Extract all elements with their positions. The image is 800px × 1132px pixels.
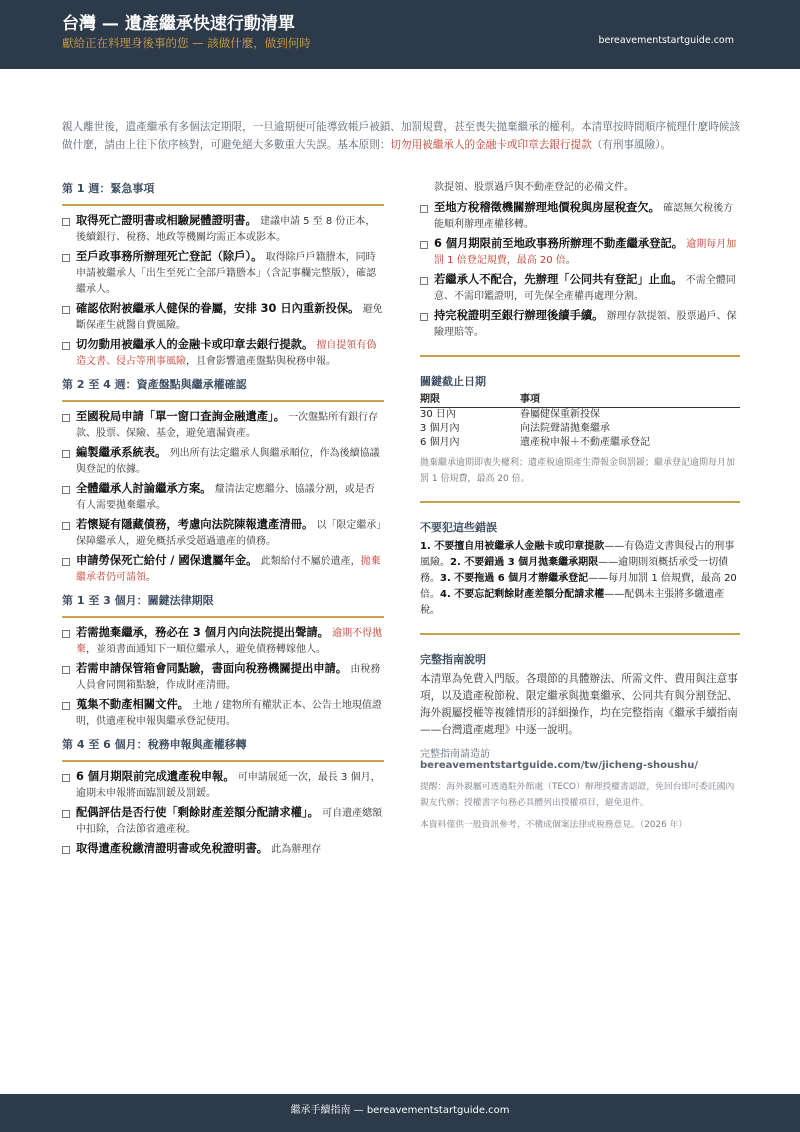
right-checklist <box>420 200 740 341</box>
item-detail: 土地 / 建物所有權狀正本、公告土地現值證明，供遺產稅申報與繼承登記使用。 <box>76 700 382 727</box>
checklist-item[interactable] <box>62 301 384 334</box>
checkbox-icon[interactable] <box>62 486 70 494</box>
checklist-item[interactable] <box>62 409 384 442</box>
item-title: 取得死亡證明書或相驗屍體證明書。 <box>76 214 257 227</box>
intro-tail: （有刑事風險）。 <box>591 139 672 151</box>
checkbox-icon[interactable] <box>62 342 70 350</box>
divider <box>420 633 740 635</box>
header-bar <box>0 0 800 69</box>
checklist-item[interactable] <box>62 553 384 586</box>
item-detail: 可自遺產總額中扣除，合法節省遺產稅。 <box>76 808 383 835</box>
item-title: 編製繼承系統表。 <box>76 446 167 459</box>
deadline-period: 3 個月內 <box>420 423 460 434</box>
item-detail-tail: 。 <box>146 572 156 583</box>
item-warning: 逾期每月加罰 1 倍登記規費，最高 20 倍 <box>434 239 737 266</box>
checkbox-icon[interactable] <box>62 702 70 710</box>
checkbox-icon[interactable] <box>62 450 70 458</box>
checkbox-icon[interactable] <box>62 666 70 674</box>
checklist-item[interactable] <box>62 249 384 298</box>
item-detail-tail: 。 <box>565 255 576 266</box>
item-title: 確認依附被繼承人健保的眷屬，安排 30 日內重新投保。 <box>76 302 360 315</box>
checkbox-icon[interactable] <box>62 414 70 422</box>
item-title: 6 個月期限前完成遺產稅申報。 <box>76 770 235 783</box>
checklist-item[interactable] <box>62 769 384 802</box>
disclaimer: 本資料僅供一般資訊參考，不構成個案法律或稅務意見。（2026 年） <box>420 820 688 830</box>
checklist-item[interactable] <box>62 445 384 478</box>
item-title: 若繼承人不配合，先辦理「公同共有登記」止血。 <box>434 273 683 286</box>
checkbox-icon[interactable] <box>420 241 428 249</box>
item-detail: 由稅務人員會同開箱點驗，作成財產清冊。 <box>76 664 381 691</box>
item-title: 若懷疑有隱藏債務，考慮向法院陳報遺產清冊。 <box>76 518 314 531</box>
deadlines-note: 拋棄繼承逾期即喪失權利；遺產稅逾期產生滯報金與罰鍰；繼承登記逾期每月加罰 1 倍規費，最高 20 倍。 <box>420 458 736 484</box>
item-detail: 釐清法定應繼分、協議分割，或是否有人需要拋棄繼承。 <box>76 484 375 511</box>
guide-tip: 提醒：海外親屬可透過駐外館處（TECO）辦理授權書認證，免回台即可委託國內親友代辦；授權書字句務必具體列出授權項目，避免退件。 <box>420 782 735 808</box>
checkbox-icon[interactable] <box>420 205 428 213</box>
item-title: 全體繼承人討論繼承方案。 <box>76 482 212 495</box>
divider <box>420 501 740 503</box>
checkbox-icon[interactable] <box>62 630 70 638</box>
checklist-item[interactable] <box>62 661 384 694</box>
checkbox-icon[interactable] <box>62 522 70 530</box>
guide-text: 本清單為免費入門版。各環節的具體辦法、所需文件、費用與注意事項，以及遺產稅節稅、限定繼承與拋棄繼承、公同共有與分割登記、海外親屬授權等複雜情形的詳細操作，均在完整指南《繼承手續指南——台灣遺產處理》中逐一說明。 <box>420 673 738 736</box>
mistake-1: 1. 不要擅自用被繼承人金融卡或印章提款 <box>420 541 605 552</box>
item-warning: 逾期不得拋棄 <box>76 628 383 655</box>
item-detail: 辦理存款提領、股票過戶、保險理賠等。 <box>434 311 737 338</box>
table-row <box>420 422 740 436</box>
checklist-item[interactable] <box>420 308 740 341</box>
mistakes-title: 不要犯這些錯誤 <box>420 521 497 534</box>
checkbox-icon[interactable] <box>62 254 70 262</box>
mistake-2-detail: ——逾期則須概括承受一切債務。 <box>420 557 729 584</box>
deadline-item: 眷屬健保重新投保 <box>520 409 600 420</box>
item-title: 申請勞保死亡給付 / 國保遺屬年金。 <box>76 554 258 567</box>
mistake-4: 4. 不要忘記剩餘財產差額分配請求權 <box>440 589 605 600</box>
checklist-item[interactable] <box>62 841 384 858</box>
mistakes-text <box>420 539 740 619</box>
section-heading: 第 2 至 4 週：資產盤點與繼承權確認 <box>62 376 384 402</box>
page-subtitle: 獻給正在料理身後事的您 — 該做什麼，做到何時 <box>62 36 311 50</box>
section-heading: 第 1 週：緊急事項 <box>62 180 384 206</box>
item-detail-tail: ，並須書面通知下一順位繼承人，避免債務轉嫁他人。 <box>86 644 326 655</box>
guide-link[interactable]: bereavementstartguide.com/tw/jicheng-shoushu/ <box>420 760 698 771</box>
page-title: 台灣 — 遺產繼承快速行動清單 <box>62 14 295 34</box>
item-detail: 此為辦理存 <box>271 844 322 855</box>
item-detail: 避免斷保產生就醫自費風險。 <box>76 304 383 331</box>
item-detail: 確認無欠稅後方能順利辦理產權移轉。 <box>434 203 734 230</box>
mistake-3-detail: ——每月加罰 1 倍規費，最高 20 倍。 <box>420 573 737 600</box>
mistake-1-detail: ——有偽造文書與侵占的刑事風險。 <box>420 541 735 568</box>
item-title: 切勿動用被繼承人的金融卡或印章去銀行提款。 <box>76 338 314 351</box>
item-detail: 列出所有法定繼承人與繼承順位，作為後續協議與登記的依據。 <box>76 448 380 475</box>
checklist-item[interactable] <box>62 625 384 658</box>
checkbox-icon[interactable] <box>62 218 70 226</box>
checklist-item[interactable] <box>420 272 740 305</box>
deadline-item: 遺產稅申報＋不動產繼承登記 <box>520 437 650 448</box>
section-heading: 第 1 至 3 個月：關鍵法律期限 <box>62 592 384 618</box>
footer-bar: 繼承手續指南 — bereavementstartguide.com <box>0 1094 800 1132</box>
item-detail: 以「限定繼承」保障繼承人，避免概括承受超過遺產的債務。 <box>76 520 382 547</box>
deadline-item: 向法院聲請拋棄繼承 <box>520 423 610 434</box>
right-column <box>420 180 740 839</box>
guide-link-label: 完整指南請造訪 <box>420 749 490 760</box>
left-column <box>62 180 384 861</box>
item-detail: 一次盤點所有銀行存款、股票、保險、基金，避免遺漏資產。 <box>76 412 379 439</box>
item-title: 至地方稅稽徵機關辦理地價稅與房屋稅查欠。 <box>434 201 660 214</box>
item-title: 至國稅局申請「單一窗口查詢金融遺產」。 <box>76 410 285 423</box>
item-detail: 取得除戶戶籍謄本，同時申請被繼承人「出生至死亡全部戶籍謄本」（含記事欄完整版），確認繼承人。 <box>76 252 376 295</box>
checkbox-icon[interactable] <box>420 313 428 321</box>
checklist-item[interactable] <box>62 697 384 730</box>
item-title: 蒐集不動產相關文件。 <box>76 698 189 711</box>
item-detail: 不需全體同意、不需印鑑證明，可先保全產權再處理分割。 <box>434 275 736 302</box>
checkbox-icon[interactable] <box>62 846 70 854</box>
item-title: 配偶評估是否行使「剩餘財產差額分配請求權」。 <box>76 806 319 819</box>
deadlines-col-period: 期限 <box>420 393 520 408</box>
table-row <box>420 408 740 423</box>
checklist-item[interactable] <box>420 236 740 269</box>
mistake-2: 2. 不要錯過 3 個月拋棄繼承期限 <box>450 557 599 568</box>
item-warning: 擅自提領有偽造文書、侵占等刑事風險 <box>76 340 377 367</box>
checklist-item[interactable] <box>62 213 384 246</box>
item-title: 持完稅證明至銀行辦理後續手續。 <box>434 309 604 322</box>
checkbox-icon[interactable] <box>62 774 70 782</box>
continued-text: 款提領、股票過戶與不動產登記的必備文件。 <box>434 182 634 193</box>
checklist-item[interactable] <box>420 200 740 233</box>
item-title: 取得遺產稅繳清證明書或免稅證明書。 <box>76 842 269 855</box>
deadlines-col-item: 事項 <box>520 393 740 408</box>
deadline-period: 6 個月內 <box>420 437 460 448</box>
checkbox-icon[interactable] <box>62 810 70 818</box>
intro-warning: 切勿用被繼承人的金融卡或印章去銀行提款 <box>390 139 592 151</box>
item-detail: 此類給付不屬於遺產， <box>260 556 361 567</box>
checklist-item[interactable] <box>62 337 384 370</box>
deadline-period: 30 日內 <box>420 409 456 420</box>
item-title: 若需申請保管箱會同點驗，書面向稅務機關提出申請。 <box>76 662 348 675</box>
divider <box>420 355 740 357</box>
mistake-3: 3. 不要拖過 6 個月才辦繼承登記 <box>440 573 589 584</box>
item-detail-tail: ，且會影響遺產盤點與稅務申報。 <box>186 356 336 367</box>
item-detail: 可申請展延一次，最長 3 個月，逾期未申報將面臨罰鍰及罰鍰。 <box>76 772 381 799</box>
checkbox-icon[interactable] <box>420 277 428 285</box>
item-title: 至戶政事務所辦理死亡登記（除戶）。 <box>76 250 263 263</box>
checklist-item[interactable] <box>62 481 384 514</box>
checklist-item[interactable] <box>62 805 384 838</box>
item-title: 6 個月期限前至地政事務所辦理不動產繼承登記。 <box>434 237 684 250</box>
checklist-item[interactable] <box>62 517 384 550</box>
checkbox-icon[interactable] <box>62 306 70 314</box>
item-detail-tail: 建議申請 5 至 8 份正本，後續銀行、稅務、地政等機關均需正本或影本。 <box>76 216 376 243</box>
mistake-4-detail: ——配偶未主張將多繳遺產稅。 <box>420 589 725 616</box>
deadlines-title: 關鍵截止日期 <box>420 375 486 388</box>
table-row <box>420 436 740 450</box>
intro-text: 親人離世後，遺產繼承有多個法定期限，一旦逾期便可能導致帳戶被鎖、加罰規費，甚至喪失拋棄繼承的權利。本清單按時間順序梳理什麼時候該做什麼，請由上往下依序核對，可避免絕大多數重大失誤。基本原則： <box>62 121 740 151</box>
guide-title: 完整指南說明 <box>420 653 486 666</box>
item-title: 若需拋棄繼承，務必在 3 個月內向法院提出聲請。 <box>76 626 329 639</box>
deadlines-table <box>420 393 740 450</box>
section-heading: 第 4 至 6 個月：稅務申報與產權移轉 <box>62 736 384 762</box>
item-warning: 拋棄繼承者仍可請領 <box>76 556 381 583</box>
checkbox-icon[interactable] <box>62 558 70 566</box>
intro-paragraph <box>62 118 740 154</box>
header-url[interactable]: bereavementstartguide.com <box>598 35 734 46</box>
